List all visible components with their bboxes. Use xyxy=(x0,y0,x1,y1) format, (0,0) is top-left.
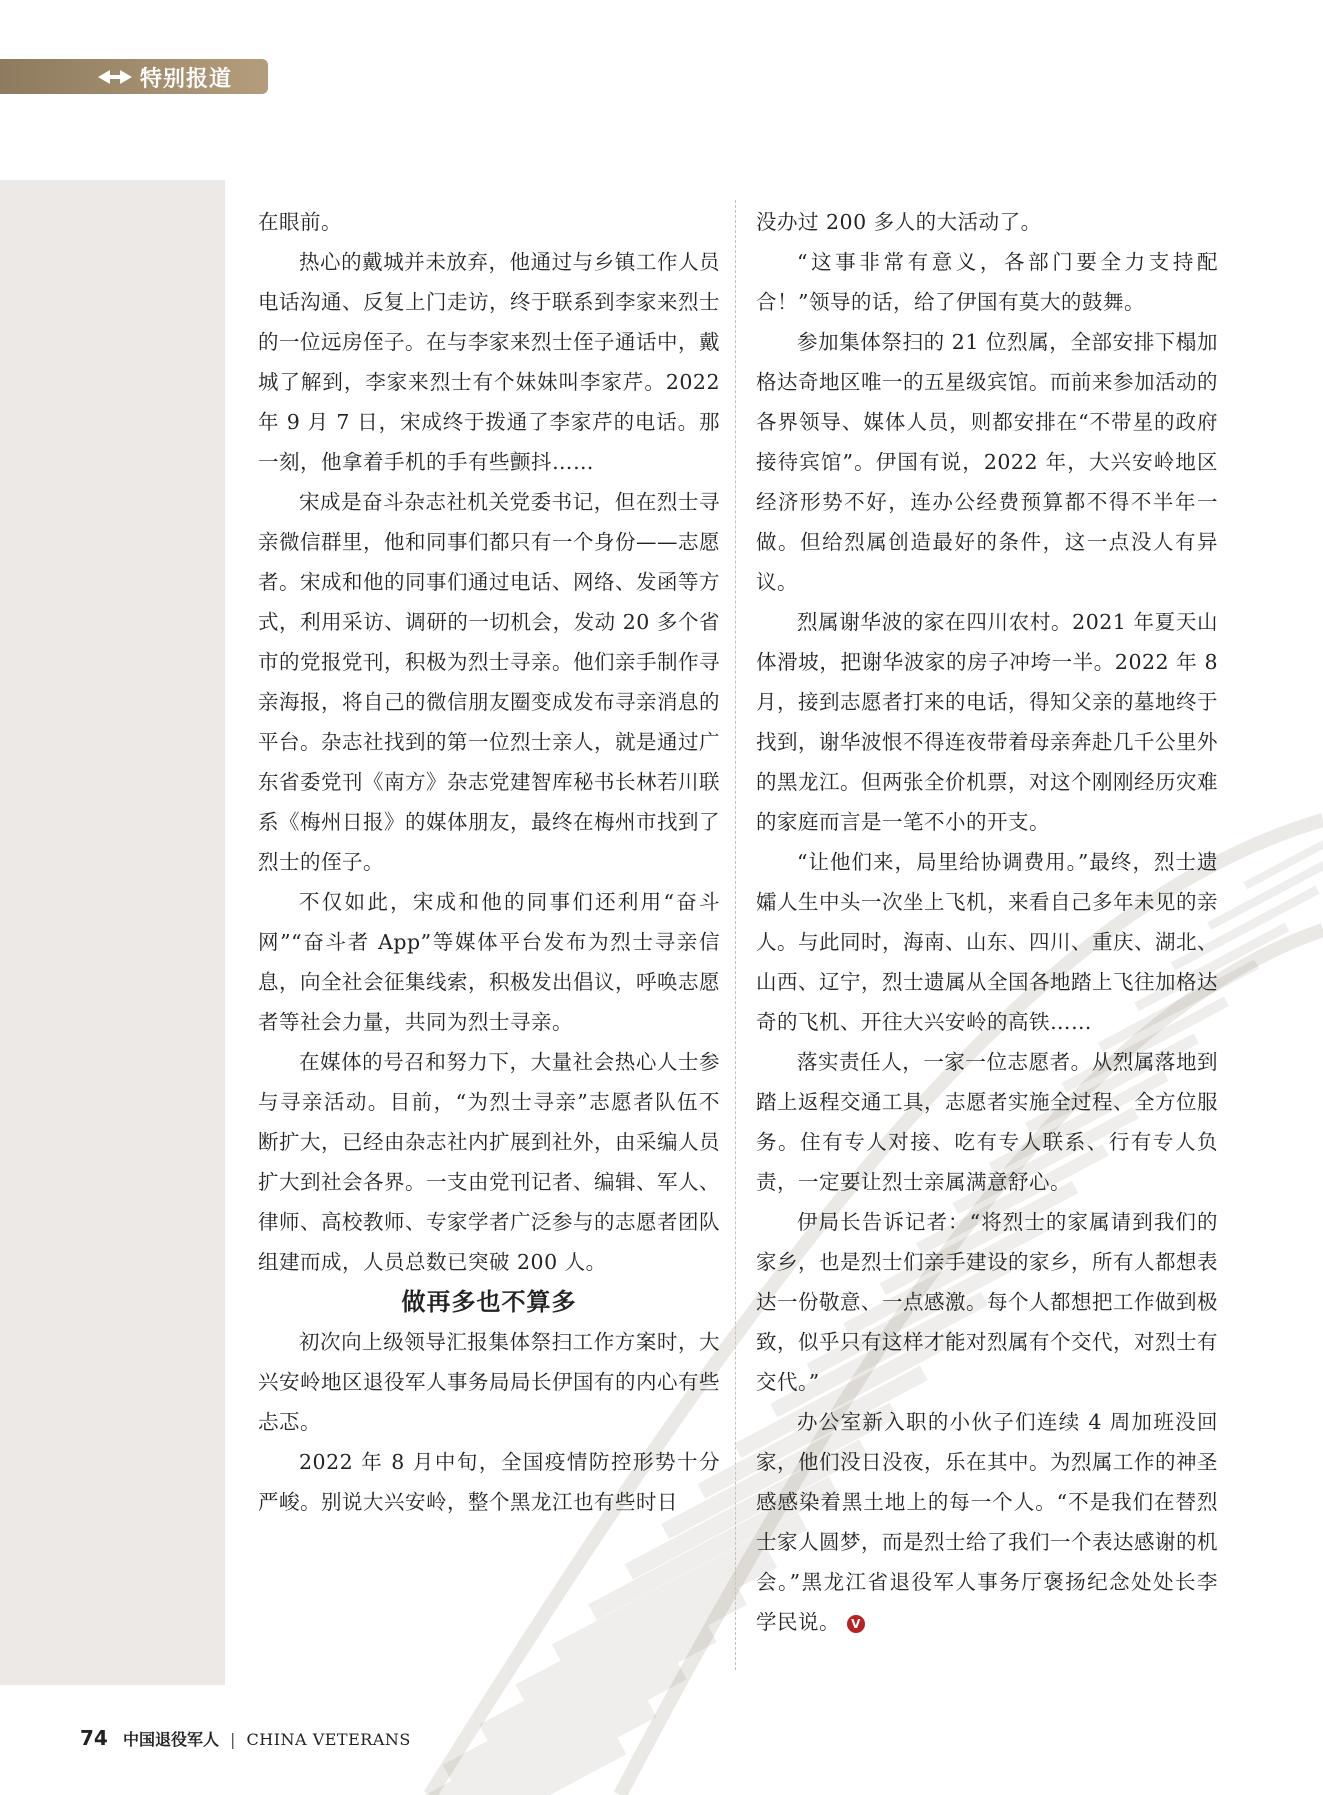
article-end-mark-icon: V xyxy=(847,1615,865,1633)
paragraph: 烈属谢华波的家在四川农村。2021 年夏天山体滑坡，把谢华波家的房子冲垮一半。2022 年 8 月，接到志愿者打来的电话，得知父亲的墓地终于找到，谢华波恨不得连夜带着母亲奔赴几千公里外的黑龙江。但两张全价机票，对这个刚刚经历灾难的家庭而言是一笔不小的开支。 xyxy=(756,610,1218,834)
magazine-name-cn: 中国退役军人 xyxy=(122,1730,219,1749)
paragraph: 在眼前。 xyxy=(258,210,342,234)
section-subheading: 做再多也不算多 xyxy=(401,1288,577,1316)
paragraph: 伊局长告诉记者：“将烈士的家属请到我们的家乡，也是烈士们亲手建设的家乡，所有人都想表达一份敬意、一点感激。每个人都想把工作做到极致，似乎只有这样才能对烈属有个交代，对烈士有交代。” xyxy=(756,1210,1218,1394)
footer-separator: | xyxy=(230,1730,236,1749)
paragraph: 在媒体的号召和努力下，大量社会热心人士参与寻亲活动。目前，“为烈士寻亲”志愿者队伍不断扩大，已经由杂志社内扩展到社外，由采编人员扩大到社会各界。一支由党刊记者、编辑、军人、律师、高校教师、专家学者广泛参与的志愿者团队组建而成，人员总数已突破 200 人。 xyxy=(258,1050,720,1274)
paragraph: 热心的戴城并未放弃，他通过与乡镇工作人员电话沟通、反复上门走访，终于联系到李家来烈士的一位远房侄子。在与李家来烈士侄子通话中，戴城了解到，李家来烈士有个妹妹叫李家芹。2022 年 9 月 7 日，宋成终于拨通了李家芹的电话。那一刻，他拿着手机的手有些颤抖…… xyxy=(258,250,720,474)
left-text-column xyxy=(258,202,720,1522)
final-paragraph xyxy=(756,1402,1218,1642)
paragraph: 2022 年 8 月中旬，全国疫情防控形势十分严峻。别说大兴安岭，整个黑龙江也有些时日 xyxy=(258,1450,720,1514)
paragraph: 不仅如此，宋成和他的同事们还利用“奋斗网”“奋斗者 App”等媒体平台发布为烈士寻亲信息，向全社会征集线索，积极发出倡议，呼唤志愿者等社会力量，共同为烈士寻亲。 xyxy=(258,890,720,1034)
right-text-column xyxy=(756,202,1218,1642)
page-footer xyxy=(80,1726,411,1750)
paragraph: 没办过 200 多人的大活动了。 xyxy=(756,210,1042,234)
magazine-logo-icon xyxy=(96,68,134,90)
paragraph: 初次向上级领导汇报集体祭扫工作方案时，大兴安岭地区退役军人事务局局长伊国有的内心有些忐忑。 xyxy=(258,1330,720,1434)
paragraph: 参加集体祭扫的 21 位烈属，全部安排下榻加格达奇地区唯一的五星级宾馆。而前来参加活动的各界领导、媒体人员，则都安排在“不带星的政府接待宾馆”。伊国有说，2022 年，大兴安岭地区经济形势不好，连办公经费预算都不得不半年一做。但给烈属创造最好的条件，这一点没人有异议。 xyxy=(756,330,1218,594)
section-header-tag xyxy=(0,59,268,94)
paragraph-text: 办公室新入职的小伙子们连续 4 周加班没回家，他们没日没夜，乐在其中。为烈属工作的神圣感感染着黑土地上的每一个人。“不是我们在替烈士家人圆梦，而是烈士给了我们一个表达感谢的机会。”黑龙江省退役军人事务厅褒扬纪念处处长李学民说。 xyxy=(756,1410,1218,1634)
paragraph: 落实责任人，一家一位志愿者。从烈属落地到踏上返程交通工具，志愿者实施全过程、全方位服务。住有专人对接、吃有专人联系、行有专人负责，一定要让烈士亲属满意舒心。 xyxy=(756,1050,1218,1194)
page-number: 74 xyxy=(80,1726,108,1750)
column-divider xyxy=(735,200,736,1670)
paragraph: “这事非常有意义，各部门要全力支持配合！”领导的话，给了伊国有莫大的鼓舞。 xyxy=(756,250,1218,314)
paragraph: “让他们来，局里给协调费用。”最终，烈士遗孀人生中头一次坐上飞机，来看自己多年未见的亲人。与此同时，海南、山东、四川、重庆、湖北、山西、辽宁，烈士遗属从全国各地踏上飞往加格达奇的飞机、开往大兴安岭的高铁…… xyxy=(756,850,1218,1034)
paragraph: 宋成是奋斗杂志社机关党委书记，但在烈士寻亲微信群里，他和同事们都只有一个身份——志愿者。宋成和他的同事们通过电话、网络、发函等方式，利用采访、调研的一切机会，发动 20 多个省市的党报党刊，积极为烈士寻亲。他们亲手制作寻亲海报，将自己的微信朋友圈变成发布寻亲消息的平台。杂志社找到的第一位烈士亲人，就是通过广东省委党刊《南方》杂志党建智库秘书长林若川联系《梅州日报》的媒体朋友，最终在梅州市找到了烈士的侄子。 xyxy=(258,490,720,874)
section-title: 特别报道 xyxy=(140,67,233,92)
magazine-name-en: CHINA VETERANS xyxy=(246,1730,411,1749)
